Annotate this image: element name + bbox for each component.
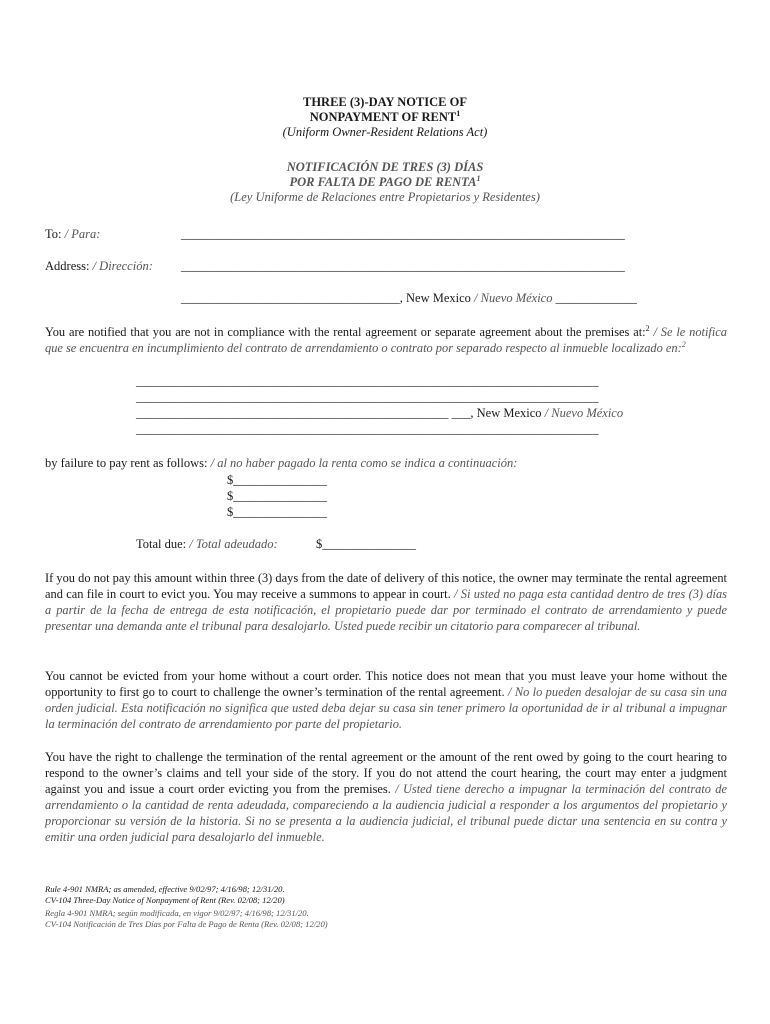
title-en-line1: THREE (3)-DAY NOTICE OF <box>302 95 468 109</box>
address-city-row: ___________________________________, New Mexico / Nuevo México _____________ <box>181 291 637 305</box>
city-field[interactable]: ___________________________________ <box>181 291 400 305</box>
footer-form-es: CV-104 Notificación de Tres Días por Falta de Pago de Renta (Rev. 02/08; 12/20) <box>45 919 328 929</box>
footer-form-en: CV-104 Three-Day Notice of Nonpayment of Rent (Rev. 02/08; 12/20) <box>45 895 285 905</box>
to-field[interactable]: _______________________________________________________________________ <box>181 227 625 241</box>
premises-line-2[interactable]: __________________________________________________________________________ <box>136 390 599 404</box>
title-es-line1: NOTIFICACIÓN DE TRES (3) DÍAS <box>286 160 484 174</box>
premises-city-field[interactable]: __________________________________________________ ___ <box>136 406 471 420</box>
paragraph-rights: You have the right to challenge the termination of the rental agreement or the amount of the rent owed by going to the court hearing to respond to the owner’s claims and tell your side of the story. If you do not attend the court hearing, the court may enter a judgment against you and issue a court order evicting you from the premises. / Usted tiene derecho a impugnar la terminación del contrato de arrendamiento o la cantidad de renta adeudada, compareciendo a la audiencia judicial a responder a los argumentos del propietario y proporcionar su versión de la historia. Si no se presenta a la audiencia judicial, el tribunal puede dictar una sentencia en su contra y emitir una orden judicial para desalojarlo del inmueble. <box>45 750 727 844</box>
title-en-subtitle: (Uniform Owner-Resident Relations Act) <box>282 125 488 139</box>
rent-intro: by failure to pay rent as follows: / al no haber pagado la renta como se indica a continuación: <box>45 456 518 470</box>
rent-amount-1[interactable]: $_______________ <box>227 473 327 487</box>
title-es-line2: POR FALTA DE PAGO DE RENTA$^1$ <box>289 173 481 189</box>
premises-line-4[interactable]: __________________________________________________________________________ <box>136 422 599 436</box>
title-en-line2: NONPAYMENT OF RENT$^1$ <box>309 108 461 124</box>
footer-rule-es: Regla 4-901 NMRA; según modificada, en vigor 9/02/97; 4/16/98; 12/31/20. <box>45 908 309 918</box>
zip-field[interactable]: _____________ <box>555 291 637 305</box>
footer-rule-en: Rule 4-901 NMRA; as amended, effective 9/02/97; 4/16/98; 12/31/20. <box>45 884 285 894</box>
paragraph-nonpayment: If you do not pay this amount within three (3) days from the date of delivery of this notice, the owner may terminate the rental agreement and can file in court to evict you. You may receive a summons to appear in court. / Si usted no paga esta cantidad dentro de tres (3) días a partir de la fecha de entrega de esta notificación, el propietario puede dar por terminado el contrato de arrendamiento y puede presentar una demanda ante el tribunal para desalojarlo. Usted puede recibir un citatorio para comparecer al tribunal. <box>45 571 727 633</box>
rent-amount-2[interactable]: $_______________ <box>227 489 327 503</box>
address-field[interactable]: _______________________________________________________________________ <box>181 259 625 273</box>
to-label: To: / Para: <box>45 227 101 241</box>
paragraph-eviction: You cannot be evicted from your home without a court order. This notice does not mean that you must leave your home without the opportunity to first go to court to challenge the owner’s termination of the rental agreement. / No lo pueden desalojar de su casa sin una orden judicial. Esta notificación no significa que usted deba dejar su casa sin tener primero la oportunidad de ir al tribunal a impugnar la terminación del contrato de arrendamiento por parte del propietario. <box>45 669 727 731</box>
document-header <box>0 95 770 205</box>
title-es-subtitle: (Ley Uniforme de Relaciones entre Propietarios y Residentes) <box>230 190 540 204</box>
total-due-label: Total due: / Total adeudado: <box>136 537 278 551</box>
total-due-field[interactable]: $_______________ <box>316 537 416 551</box>
footnote-ref: 1 <box>476 173 481 183</box>
premises-paragraph: You are notified that you are not in compliance with the rental agreement or separate agreement about the premises at:$^2$ / Se le notifica que se encuentra en incumplimiento del contrato de arrendamiento o contrato por separado respecto al inmueble localizado en:$^2$ <box>45 323 727 355</box>
address-label: Address: / Dirección: <box>45 259 153 273</box>
premises-line-1[interactable]: __________________________________________________________________________ <box>136 374 599 388</box>
footnote-ref: 1 <box>456 108 461 118</box>
rent-amount-3[interactable]: $_______________ <box>227 505 327 519</box>
premises-line-3: __________________________________________________ ___, New Mexico / Nuevo México <box>136 406 624 420</box>
